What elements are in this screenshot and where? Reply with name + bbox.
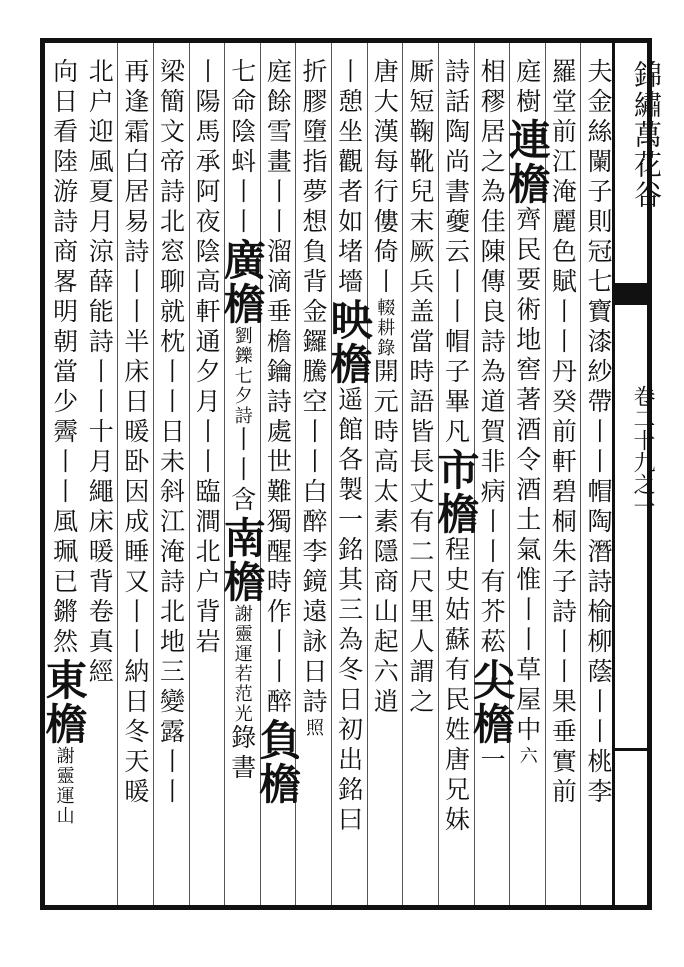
text-column-4: 相穋居之為佳陳傳良詩為道賀非病丨丨有芥菘尖檐一 [467,58,517,776]
headword: 廣檐 [217,238,267,326]
headword: 東檐 [39,658,89,746]
text-column-9: 折膠墮指夢想負背金鑼騰空丨丨白醉李鏡遠詠日詩照 [299,58,328,738]
margin-rule [612,748,652,751]
volume-label: 卷二十九之一 [630,385,655,517]
headword: 連檐 [502,118,552,206]
fish-tail-mark [612,283,652,305]
text-column-1: 夫金絲闌子則冠七寶漆紗帶丨丨帽陶潛詩榆柳蔭丨丨桃李 [584,58,613,808]
text-column-11: 七命陰蚪丨丨廣檐劉鑠七夕詩丨丨含南檐謝靈運若范光錄書 [217,58,267,784]
text-column-8: 丨憩坐觀者如堵墻映檐遥館各製一銘其三為冬日初出銘曰 [324,58,374,836]
text-column-13: 梁簡文帝詩北窓聊就枕丨丨日未斜江淹詩北地三變露丨丨 [156,58,186,808]
text-column-10: 庭餘雪畫丨丨溜滴垂檐鑰詩處世難獨醒時作丨丨醉負檐 [253,58,303,806]
headword: 市檐 [431,448,481,536]
text-column-12: 丨陽馬承阿夜陰高軒通夕月丨丨臨澗北户背岩 [192,58,222,658]
headword: 尖檐 [467,658,517,746]
text-column-14: 再逢霜白居易詩丨丨半床日暖卧因成睡又丨丨納日冬天暖 [120,58,150,808]
text-column-2: 羅堂前江淹麗色賦丨丨丹癸前軒碧桐朱子詩丨丨果垂實前 [548,58,578,808]
text-column-5: 詩話陶尚書䕫云丨丨帽子畢凡市檐程史姑蘇有民姓唐兄妹 [431,58,481,836]
text-column-6: 厮短鞠靴兒末厥兵盖當時語皆長丈有二尺里人謂之 [405,58,435,718]
text-column-16: 向日看陸游詩商畧明朝當少霽丨丨風珮已鏘然東檐謝靈運山 [39,58,89,826]
text-column-7: 唐大漢每行僂倚丨輟耕錄開元時高太素隱商山起六逍 [370,58,400,718]
headword: 負檐 [253,718,303,806]
text-column-3: 庭樹連檐齊民要術地窖著酒令酒土氣惟丨丨草屋中六 [502,58,552,766]
book-title: 錦繡萬花谷 [630,60,663,210]
headword: 映檐 [324,298,374,386]
text-column-15: 北户迎風夏月涼薛能詩丨丨十月繩床暖背卷真經 [85,58,115,688]
headword: 南檐 [217,516,267,604]
